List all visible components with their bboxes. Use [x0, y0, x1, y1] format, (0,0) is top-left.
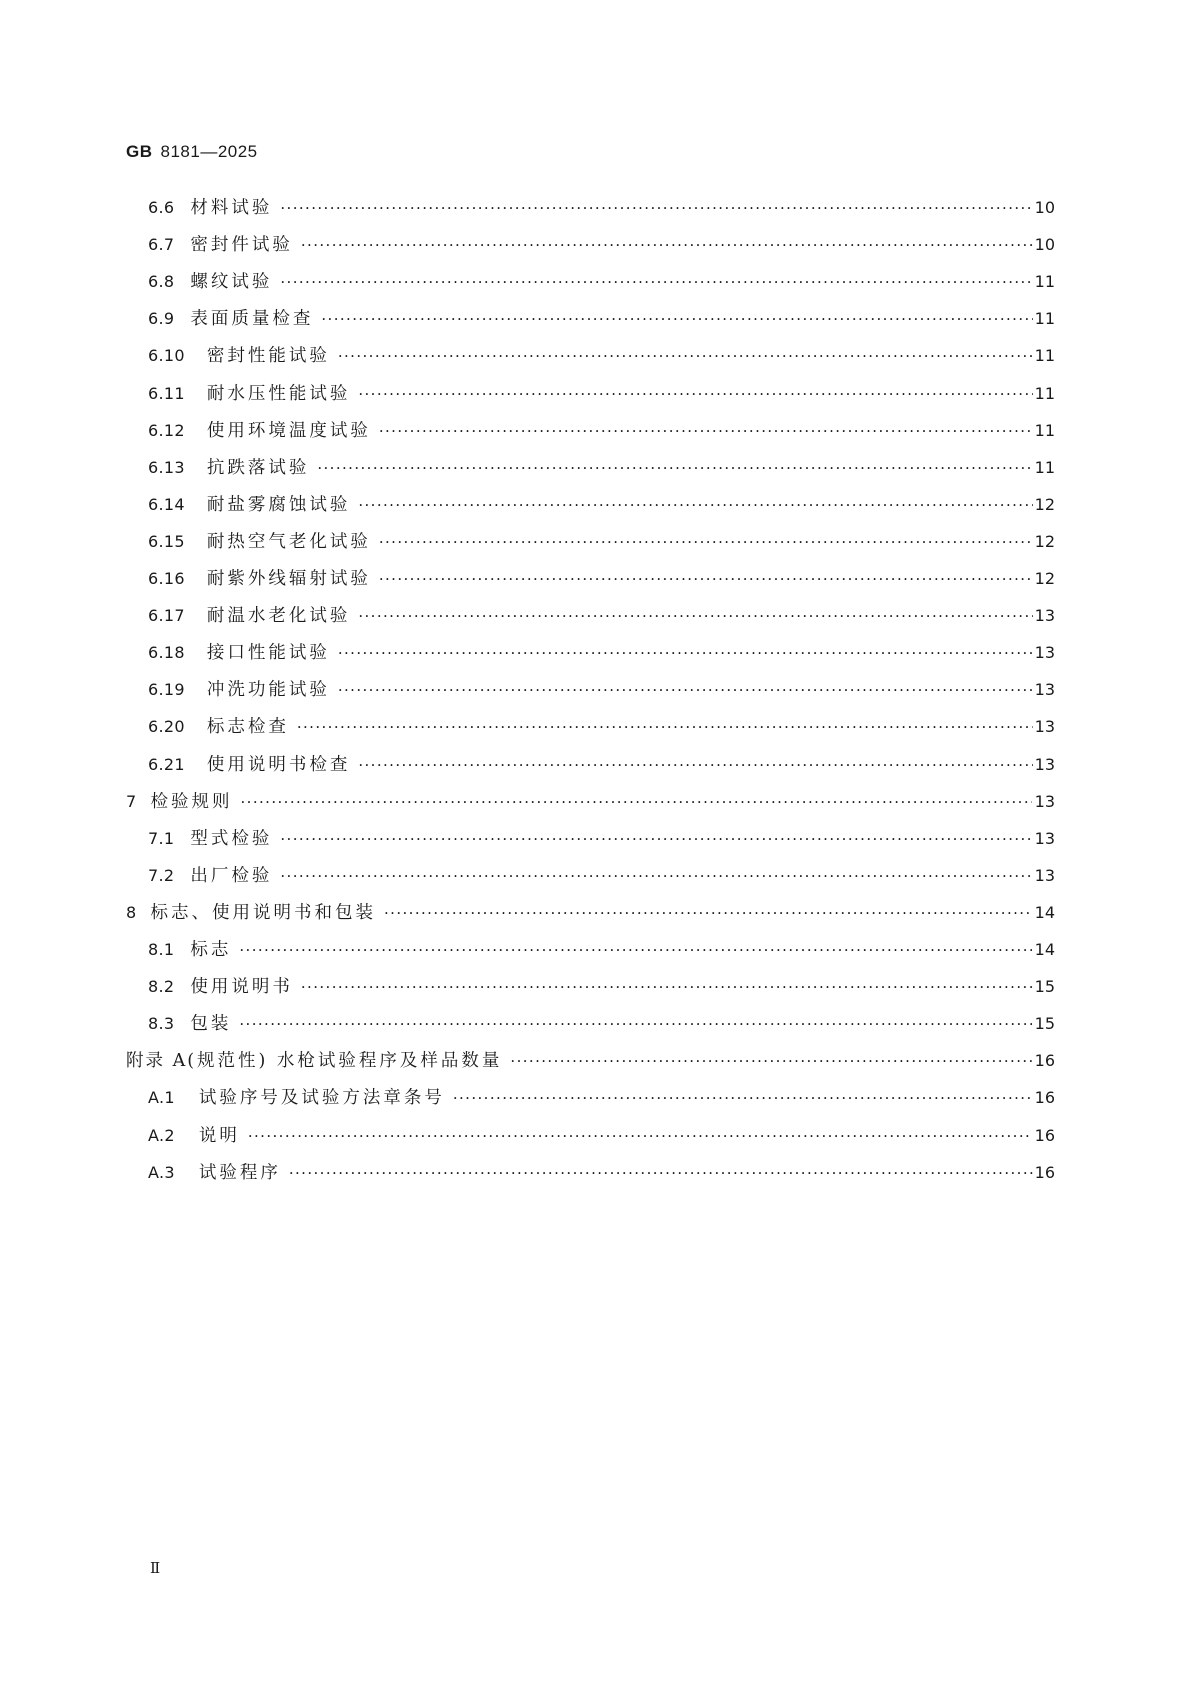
- toc-dot-leader: [239, 938, 1032, 962]
- toc-dot-leader: [338, 344, 1033, 368]
- toc-entry-title: 出厂检验: [190, 865, 273, 886]
- toc-entry-number: 8.1: [148, 940, 175, 959]
- toc-entry-number: 6.19: [148, 680, 185, 700]
- toc-dot-leader: [379, 567, 1033, 591]
- toc-dot-leader: [301, 975, 1033, 999]
- toc-entry-number: A.2: [148, 1125, 175, 1145]
- toc-entry[interactable]: [148, 233, 1055, 257]
- toc-entry-number: 6.10: [148, 346, 185, 366]
- toc-entry[interactable]: [148, 382, 1055, 406]
- toc-dot-leader: [321, 307, 1032, 331]
- toc-entry-number: 6.13: [148, 457, 185, 477]
- toc-entry-page: 13: [1034, 717, 1055, 737]
- toc-entry-title: 试验程序: [198, 1162, 281, 1183]
- toc-entry[interactable]: [126, 901, 1055, 925]
- toc-entry[interactable]: [148, 715, 1055, 739]
- toc-entry-title: 冲洗功能试验: [206, 680, 330, 701]
- toc-entry-number: 附录 A: [126, 1051, 188, 1072]
- toc-dot-leader: [358, 382, 1032, 406]
- toc-entry-title: 材料试验: [190, 198, 273, 218]
- toc-entry[interactable]: [126, 1049, 1055, 1073]
- toc-entry-title: 耐紫外线辐射试验: [206, 569, 371, 589]
- toc-entry-title: 说明: [198, 1125, 240, 1146]
- toc-entry-number: 6.16: [148, 569, 185, 588]
- toc-entry-page: 12: [1034, 569, 1055, 588]
- toc-entry-title: 耐热空气老化试验: [206, 531, 371, 552]
- toc-entry-page: 13: [1034, 643, 1055, 663]
- toc-entry[interactable]: [148, 938, 1055, 962]
- toc-dot-leader: [384, 901, 1033, 925]
- toc-entry-title: 螺纹试验: [190, 272, 273, 293]
- toc-entry[interactable]: [148, 567, 1055, 591]
- standard-number: 8181—2025: [160, 142, 258, 161]
- toc-entry-title: (规范性) 水枪试验程序及样品数量: [187, 1051, 503, 1072]
- toc-entry[interactable]: [148, 604, 1055, 628]
- toc-entry-page: 12: [1034, 494, 1055, 514]
- toc-entry-page: 14: [1034, 902, 1055, 922]
- toc-entry-number: 6.11: [148, 383, 185, 403]
- toc-dot-leader: [358, 604, 1032, 628]
- page-number-footer: Ⅱ: [150, 1559, 161, 1577]
- toc-dot-leader: [358, 493, 1032, 517]
- toc-entry-number: A.3: [148, 1162, 175, 1182]
- toc-dot-leader: [338, 678, 1033, 702]
- toc-entry-title: 检验规则: [150, 791, 233, 812]
- toc-entry-title: 使用说明书检查: [206, 754, 351, 775]
- toc-entry-page: 10: [1034, 235, 1055, 255]
- toc-entry-number: 6.17: [148, 606, 185, 626]
- standard-prefix: GB: [126, 142, 153, 161]
- toc-entry-number: 6.21: [148, 754, 185, 774]
- toc-entry-title: 抗跌落试验: [206, 457, 310, 478]
- toc-entry-page: 11: [1034, 346, 1055, 366]
- toc-entry[interactable]: [148, 530, 1055, 554]
- toc-entry[interactable]: [148, 864, 1055, 888]
- toc-entry-page: 13: [1034, 606, 1055, 626]
- toc-entry[interactable]: [148, 493, 1055, 517]
- toc-entry-page: 13: [1034, 754, 1055, 774]
- toc-entry-page: 13: [1034, 828, 1055, 848]
- toc-entry-title: 耐水压性能试验: [206, 383, 351, 404]
- toc-entry[interactable]: [148, 419, 1055, 443]
- toc-dot-leader: [240, 790, 1032, 814]
- toc-entry-number: 8: [126, 902, 137, 922]
- document-header: [126, 142, 258, 162]
- toc-entry-page: 13: [1034, 680, 1055, 700]
- toc-entry-title: 包装: [190, 1014, 232, 1035]
- toc-entry-page: 10: [1034, 198, 1055, 217]
- toc-dot-leader: [280, 864, 1032, 888]
- toc-dot-leader: [297, 715, 1033, 739]
- toc-entry[interactable]: [148, 975, 1055, 999]
- toc-entry-number: 6.14: [148, 494, 185, 514]
- toc-entry-number: 6.20: [148, 717, 185, 737]
- toc-entry[interactable]: [148, 827, 1055, 851]
- toc-entry-title: 密封性能试验: [206, 346, 330, 367]
- toc-entry-number: 6.9: [148, 309, 175, 329]
- toc-entry[interactable]: [148, 1086, 1055, 1110]
- toc-dot-leader: [248, 1124, 1032, 1148]
- toc-entry-title: 表面质量检查: [190, 309, 314, 330]
- toc-entry-number: 6.7: [148, 235, 175, 255]
- toc-dot-leader: [317, 456, 1032, 480]
- toc-entry-title: 耐温水老化试验: [206, 606, 351, 627]
- toc-entry[interactable]: [148, 344, 1055, 368]
- toc-entry-page: 14: [1034, 940, 1055, 959]
- toc-entry[interactable]: [148, 270, 1055, 294]
- toc-entry-page: 16: [1034, 1162, 1055, 1182]
- toc-entry-page: 11: [1034, 420, 1055, 440]
- toc-dot-leader: [379, 530, 1033, 554]
- toc-entry-number: A.1: [148, 1088, 175, 1108]
- toc-entry[interactable]: [148, 456, 1055, 480]
- toc-entry-title: 标志、使用说明书和包装: [150, 902, 376, 923]
- toc-entry-title: 接口性能试验: [206, 643, 330, 664]
- toc-dot-leader: [453, 1086, 1033, 1110]
- toc-dot-leader: [289, 1161, 1033, 1185]
- toc-entry-number: 7.2: [148, 865, 175, 885]
- toc-entry-title: 标志: [190, 940, 232, 960]
- toc-entry-page: 11: [1034, 309, 1055, 329]
- toc-dot-leader: [301, 233, 1033, 257]
- toc-entry-page: 11: [1034, 383, 1055, 403]
- toc-entry[interactable]: [148, 1012, 1055, 1036]
- toc-entry-title: 标志检查: [206, 717, 289, 738]
- toc-entry[interactable]: [148, 196, 1055, 220]
- toc-entry-number: 8.3: [148, 1014, 175, 1034]
- toc-dot-leader: [510, 1049, 1032, 1073]
- toc-entry-title: 使用说明书: [190, 977, 293, 998]
- toc-dot-leader: [280, 196, 1032, 220]
- toc-dot-leader: [379, 419, 1033, 443]
- toc-entry-page: 11: [1034, 457, 1055, 477]
- toc-entry[interactable]: [148, 753, 1055, 777]
- toc-entry-page: 16: [1034, 1125, 1055, 1145]
- toc-dot-leader: [280, 827, 1032, 851]
- toc-entry-page: 16: [1034, 1088, 1055, 1108]
- toc-entry-title: 使用环境温度试验: [206, 420, 371, 441]
- toc-entry-page: 16: [1034, 1051, 1055, 1071]
- toc-entry-page: 11: [1034, 272, 1055, 292]
- toc-entry-number: 7: [126, 791, 137, 811]
- toc-entry[interactable]: [148, 678, 1055, 702]
- toc-entry-number: 6.6: [148, 198, 175, 217]
- toc-entry-title: 型式检验: [190, 828, 273, 849]
- toc-entry-page: 13: [1034, 791, 1055, 811]
- toc-entry-number: 6.8: [148, 272, 175, 292]
- toc-entry-number: 6.18: [148, 643, 185, 663]
- toc-entry[interactable]: [148, 1124, 1055, 1148]
- toc-entry[interactable]: [148, 641, 1055, 665]
- toc-entry-title: 密封件试验: [190, 235, 293, 256]
- toc-entry-number: 6.15: [148, 531, 185, 551]
- toc-entry-page: 12: [1034, 531, 1055, 551]
- toc-entry-number: 8.2: [148, 977, 175, 997]
- toc-entry-number: 7.1: [148, 828, 175, 848]
- toc-dot-leader: [239, 1012, 1032, 1036]
- toc-entry[interactable]: [148, 1161, 1055, 1185]
- toc-entry-page: 15: [1034, 1014, 1055, 1034]
- toc-dot-leader: [338, 641, 1033, 665]
- toc-dot-leader: [358, 753, 1032, 777]
- toc-entry-page: 15: [1034, 977, 1055, 997]
- toc-entry-title: 耐盐雾腐蚀试验: [206, 494, 351, 515]
- toc-entry-number: 6.12: [148, 420, 185, 440]
- toc-dot-leader: [280, 270, 1032, 294]
- toc-entry[interactable]: [126, 790, 1055, 814]
- toc-entry-title: 试验序号及试验方法章条号: [198, 1088, 445, 1109]
- toc-entry-page: 13: [1034, 865, 1055, 885]
- toc-entry[interactable]: [148, 307, 1055, 331]
